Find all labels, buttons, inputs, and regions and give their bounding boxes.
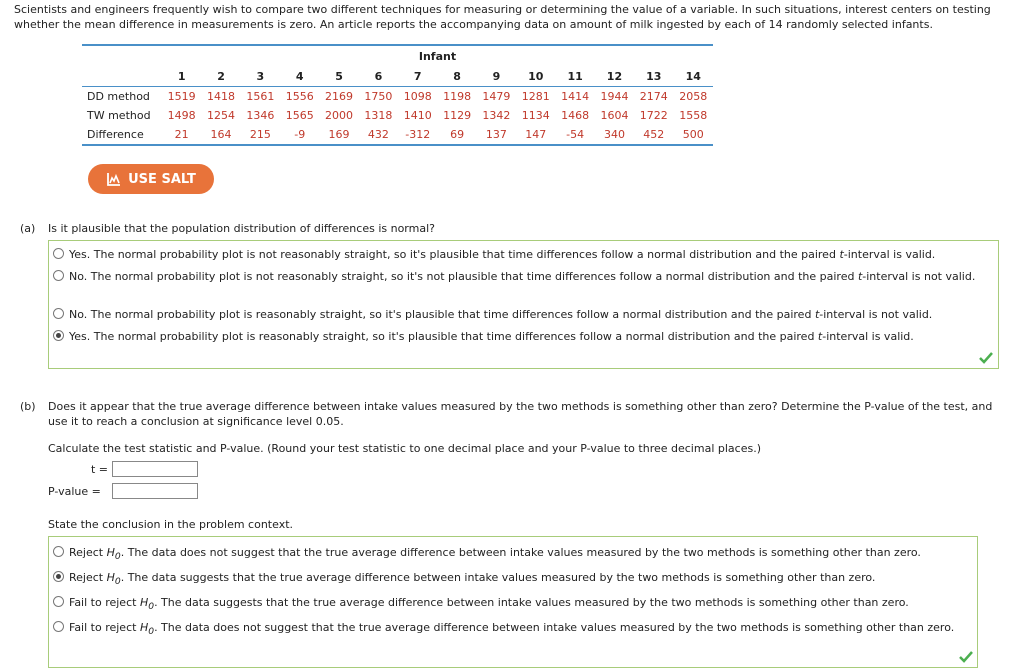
use-salt-button[interactable] bbox=[88, 164, 214, 194]
table-cell: 1134 bbox=[521, 109, 550, 122]
table-cell: 21 bbox=[162, 125, 201, 145]
table-cell: 69 bbox=[437, 125, 476, 145]
table-cell: 1281 bbox=[521, 90, 550, 103]
option-text: Reject $H_0$. The data suggests that the true average difference between intake values measured by the two methods is something other than zero. bbox=[69, 571, 876, 588]
radio-button-selected[interactable] bbox=[53, 330, 64, 341]
radio-button[interactable] bbox=[53, 308, 64, 319]
table-cell: 215 bbox=[241, 125, 280, 145]
table-cell: 137 bbox=[477, 125, 516, 145]
infant-index: 9 bbox=[477, 66, 516, 87]
table-cell: 1556 bbox=[285, 90, 314, 103]
table-cell: 1418 bbox=[207, 90, 236, 103]
infant-index: 3 bbox=[241, 66, 280, 87]
table-cell: -312 bbox=[398, 125, 437, 145]
table-cell: 1198 bbox=[443, 90, 472, 103]
table-cell: 1498 bbox=[167, 109, 196, 122]
part-a-option[interactable] bbox=[53, 269, 988, 284]
infant-index: 11 bbox=[555, 66, 594, 87]
table-cell: -54 bbox=[555, 125, 594, 145]
table-cell: 169 bbox=[319, 125, 358, 145]
part-a-option[interactable] bbox=[53, 307, 988, 322]
part-b-label: (b) bbox=[20, 400, 36, 413]
infant-index: 1 bbox=[162, 66, 201, 87]
table-cell: 1318 bbox=[364, 109, 393, 122]
part-a-option[interactable] bbox=[53, 247, 988, 262]
option-text: Fail to reject $H_0$. The data suggests that the true average difference between intake values measured by the two methods is something other than zero. bbox=[69, 596, 909, 613]
infant-index: 5 bbox=[319, 66, 358, 87]
part-a-label: (a) bbox=[20, 222, 36, 235]
correct-check-icon bbox=[959, 651, 973, 663]
table-row bbox=[82, 125, 713, 145]
option-text: No. The normal probability plot is not reasonably straight, so it's not plausible that time differences follow a normal distribution and the paired t-interval is not valid. bbox=[69, 270, 976, 283]
table-cell: 1342 bbox=[482, 109, 511, 122]
salt-chart-icon bbox=[106, 171, 122, 187]
table-cell: 1519 bbox=[167, 90, 196, 103]
t-statistic-input[interactable] bbox=[112, 461, 198, 477]
radio-button[interactable] bbox=[53, 546, 64, 557]
table-cell: 1722 bbox=[639, 109, 668, 122]
option-text: Fail to reject $H_0$. The data does not suggest that the true average difference between intake values measured by the two methods is something other than zero. bbox=[69, 621, 955, 638]
table-cell: 1565 bbox=[285, 109, 314, 122]
option-text: Reject $H_0$. The data does not suggest that the true average difference between intake values measured by the two methods is something other than zero. bbox=[69, 546, 921, 563]
radio-button[interactable] bbox=[53, 248, 64, 259]
t-label: t = bbox=[90, 463, 108, 476]
infant-index: 10 bbox=[516, 66, 555, 87]
infant-index: 13 bbox=[634, 66, 673, 87]
infant-index: 7 bbox=[398, 66, 437, 87]
part-b-option[interactable] bbox=[53, 545, 973, 564]
part-b-option[interactable] bbox=[53, 595, 973, 614]
part-b-instruction: Calculate the test statistic and P-value. (Round your test statistic to one decimal place and your P-value to three decimal places.) bbox=[48, 442, 761, 455]
row-label: DD method bbox=[87, 90, 150, 103]
infant-index: 2 bbox=[201, 66, 240, 87]
infant-index: 6 bbox=[359, 66, 398, 87]
table-cell: 2169 bbox=[325, 90, 354, 103]
table-cell: 1479 bbox=[482, 90, 511, 103]
table-cell: 1750 bbox=[364, 90, 393, 103]
infant-index: 8 bbox=[437, 66, 476, 87]
option-text: Yes. The normal probability plot is not reasonably straight, so it's plausible that time differences follow a normal distribution and the paired t-interval is valid. bbox=[69, 248, 936, 261]
table-cell: 1346 bbox=[246, 109, 275, 122]
infant-index: 14 bbox=[673, 66, 713, 87]
table-cell: 2174 bbox=[639, 90, 668, 103]
table-cell: 1410 bbox=[403, 109, 432, 122]
table-cell: 2058 bbox=[679, 90, 708, 103]
correct-check-icon bbox=[979, 352, 993, 364]
radio-button[interactable] bbox=[53, 596, 64, 607]
part-b-options-box bbox=[48, 536, 978, 668]
part-a-options-box bbox=[48, 240, 999, 369]
table-cell: 1944 bbox=[600, 90, 629, 103]
data-table bbox=[82, 44, 713, 146]
row-label: TW method bbox=[87, 109, 151, 122]
table-cell: 1254 bbox=[207, 109, 236, 122]
p-value-label: P-value = bbox=[48, 485, 101, 498]
table-cell: 1414 bbox=[561, 90, 590, 103]
part-b-question: Does it appear that the true average difference between intake values measured by the two methods is something other than zero? Determine the P-value of the test, and use it to reach a conclusion at significance level 0.05. bbox=[48, 400, 993, 428]
conclusion-prompt: State the conclusion in the problem context. bbox=[48, 518, 294, 531]
table-cell: 1561 bbox=[246, 90, 275, 103]
table-cell: 500 bbox=[673, 125, 713, 145]
table-cell: 1129 bbox=[443, 109, 472, 122]
table-row bbox=[82, 87, 713, 107]
table-cell: 432 bbox=[359, 125, 398, 145]
infant-index-row bbox=[82, 66, 713, 87]
table-row bbox=[82, 106, 713, 125]
table-cell: 147 bbox=[516, 125, 555, 145]
p-value-input[interactable] bbox=[112, 483, 198, 499]
table-title: Infant bbox=[162, 45, 713, 66]
radio-button[interactable] bbox=[53, 270, 64, 281]
row-label: Difference bbox=[82, 125, 162, 145]
part-a-option[interactable] bbox=[53, 329, 988, 344]
infant-index: 4 bbox=[280, 66, 319, 87]
radio-button-selected[interactable] bbox=[53, 571, 64, 582]
table-cell: 452 bbox=[634, 125, 673, 145]
problem-intro: Scientists and engineers frequently wish to compare two different techniques for measuring or determining the value of a variable. In such situations, interest centers on testing whether the mean difference in measurements is zero. An article reports the accompanying data on amount of milk ingested by each of 14 randomly selected infants. bbox=[14, 3, 991, 31]
table-cell: 164 bbox=[201, 125, 240, 145]
table-cell: 1098 bbox=[403, 90, 432, 103]
table-cell: 2000 bbox=[325, 109, 354, 122]
radio-button[interactable] bbox=[53, 621, 64, 632]
salt-button-label: USE SALT bbox=[128, 171, 196, 187]
part-a-question: Is it plausible that the population distribution of differences is normal? bbox=[48, 222, 435, 235]
table-cell: 340 bbox=[595, 125, 634, 145]
table-cell: 1604 bbox=[600, 109, 629, 122]
table-cell: 1468 bbox=[561, 109, 590, 122]
part-b-option[interactable] bbox=[53, 570, 973, 589]
table-cell: -9 bbox=[280, 125, 319, 145]
table-cell: 1558 bbox=[679, 109, 708, 122]
option-text: Yes. The normal probability plot is reasonably straight, so it's plausible that time differences follow a normal distribution and the paired t-interval is valid. bbox=[69, 330, 914, 343]
part-b-option[interactable] bbox=[53, 620, 973, 639]
infant-index: 12 bbox=[595, 66, 634, 87]
option-text: No. The normal probability plot is reasonably straight, so it's plausible that time differences follow a normal distribution and the paired t-interval is not valid. bbox=[69, 308, 933, 321]
